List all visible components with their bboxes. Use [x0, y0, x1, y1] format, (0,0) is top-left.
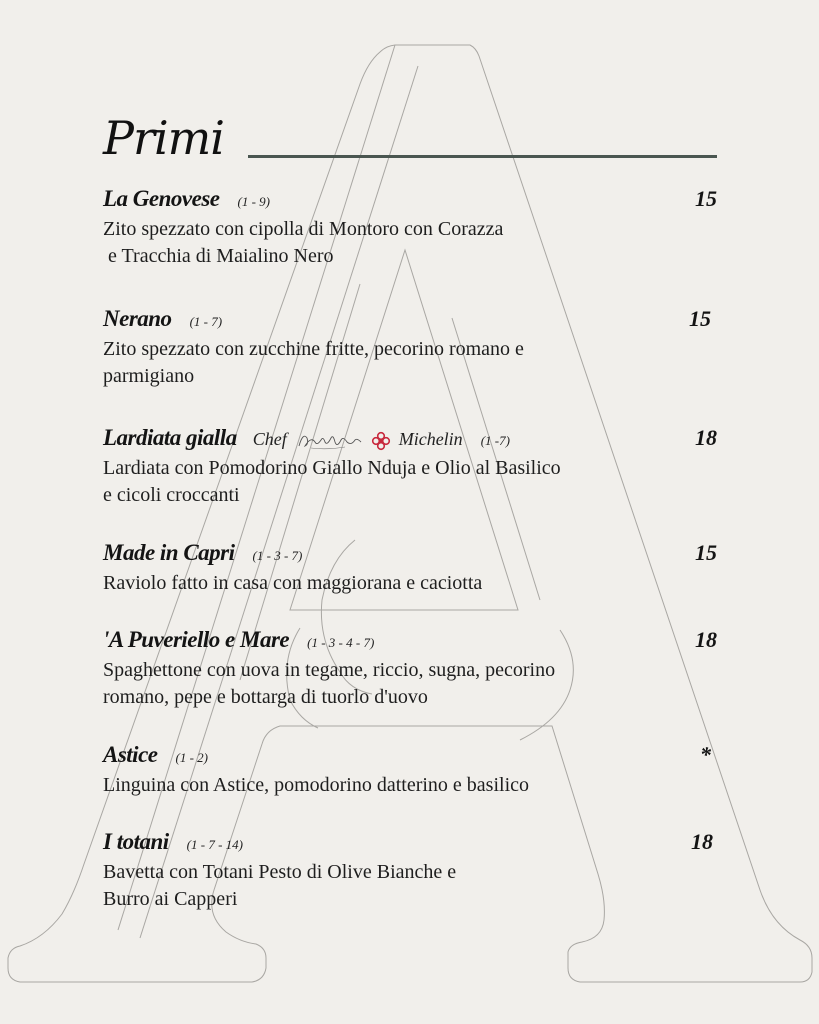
menu-item-header — [103, 829, 717, 863]
description-line: romano, pepe e bottarga di tuorlo d'uovo — [103, 686, 428, 708]
allergen-codes: (1 - 7 - 14) — [186, 837, 243, 852]
dish-price: 15 — [689, 306, 711, 331]
dish-price: 15 — [695, 186, 717, 211]
section-title: Primi — [103, 111, 224, 165]
description-line: Spaghettone con uova in tegame, riccio, sugna, pecorino — [103, 659, 556, 681]
menu-item — [103, 425, 717, 509]
menu-item — [103, 829, 717, 913]
menu-item-header — [103, 627, 717, 661]
dish-price: 18 — [695, 627, 717, 652]
michelin-flower-icon — [371, 431, 391, 451]
description-line: e Tracchia di Maialino Nero — [103, 245, 334, 267]
allergen-codes: (1 - 2) — [175, 750, 208, 765]
dish-name: I totani — [103, 829, 169, 854]
description-line: Zito spezzato con cipolla di Montoro con Corazza — [103, 218, 504, 240]
dish-description — [103, 455, 717, 509]
dish-description — [103, 859, 717, 913]
description-line: Linguina con Astice, pomodorino datterino e basilico — [103, 774, 530, 796]
title-divider — [248, 155, 717, 158]
allergen-codes: (1 -7) — [480, 433, 510, 448]
menu-item-header — [103, 540, 717, 574]
menu-item — [103, 627, 717, 711]
chef-tag: Chef — [252, 429, 287, 449]
dish-description — [103, 772, 717, 799]
menu-item-header — [103, 186, 717, 220]
menu-item-header — [103, 742, 717, 776]
dish-description — [103, 657, 717, 711]
chef-signature-icon — [297, 430, 363, 452]
menu-item — [103, 540, 717, 597]
dish-name: Lardiata gialla — [103, 425, 237, 450]
description-line: Bavetta con Totani Pesto di Olive Bianche e — [103, 861, 457, 883]
menu-item-header — [103, 425, 717, 459]
allergen-codes: (1 - 9) — [237, 194, 270, 209]
dish-description — [103, 570, 717, 597]
dish-name: Astice — [103, 742, 158, 767]
menu-item-header — [103, 306, 717, 340]
michelin-tag: Michelin — [398, 429, 463, 449]
allergen-codes: (1 - 3 - 7) — [252, 548, 303, 563]
dish-name: 'A Puveriello e Mare — [103, 627, 290, 652]
menu-item — [103, 742, 717, 799]
description-line: parmigiano — [103, 365, 195, 387]
allergen-codes: (1 - 3 - 4 - 7) — [307, 635, 375, 650]
dish-name: La Genovese — [103, 186, 220, 211]
dish-price: 18 — [691, 829, 713, 854]
dish-price: 18 — [695, 425, 717, 450]
description-line: Lardiata con Pomodorino Giallo Nduja e Olio al Basilico — [103, 457, 561, 479]
dish-description — [103, 336, 717, 390]
description-line: Zito spezzato con zucchine fritte, pecorino romano e — [103, 338, 524, 360]
dish-price: 15 — [695, 540, 717, 565]
allergen-codes: (1 - 7) — [189, 314, 223, 329]
description-line: e cicoli croccanti — [103, 484, 240, 506]
description-line: Raviolo fatto in casa con maggiorana e caciotta — [103, 572, 483, 594]
dish-description — [103, 216, 717, 270]
description-line: Burro ai Capperi — [103, 888, 238, 910]
dish-price: * — [700, 742, 711, 767]
menu-item — [103, 186, 717, 270]
dish-name: Made in Capri — [103, 540, 235, 565]
menu-item — [103, 306, 717, 390]
dish-name: Nerano — [103, 306, 172, 331]
